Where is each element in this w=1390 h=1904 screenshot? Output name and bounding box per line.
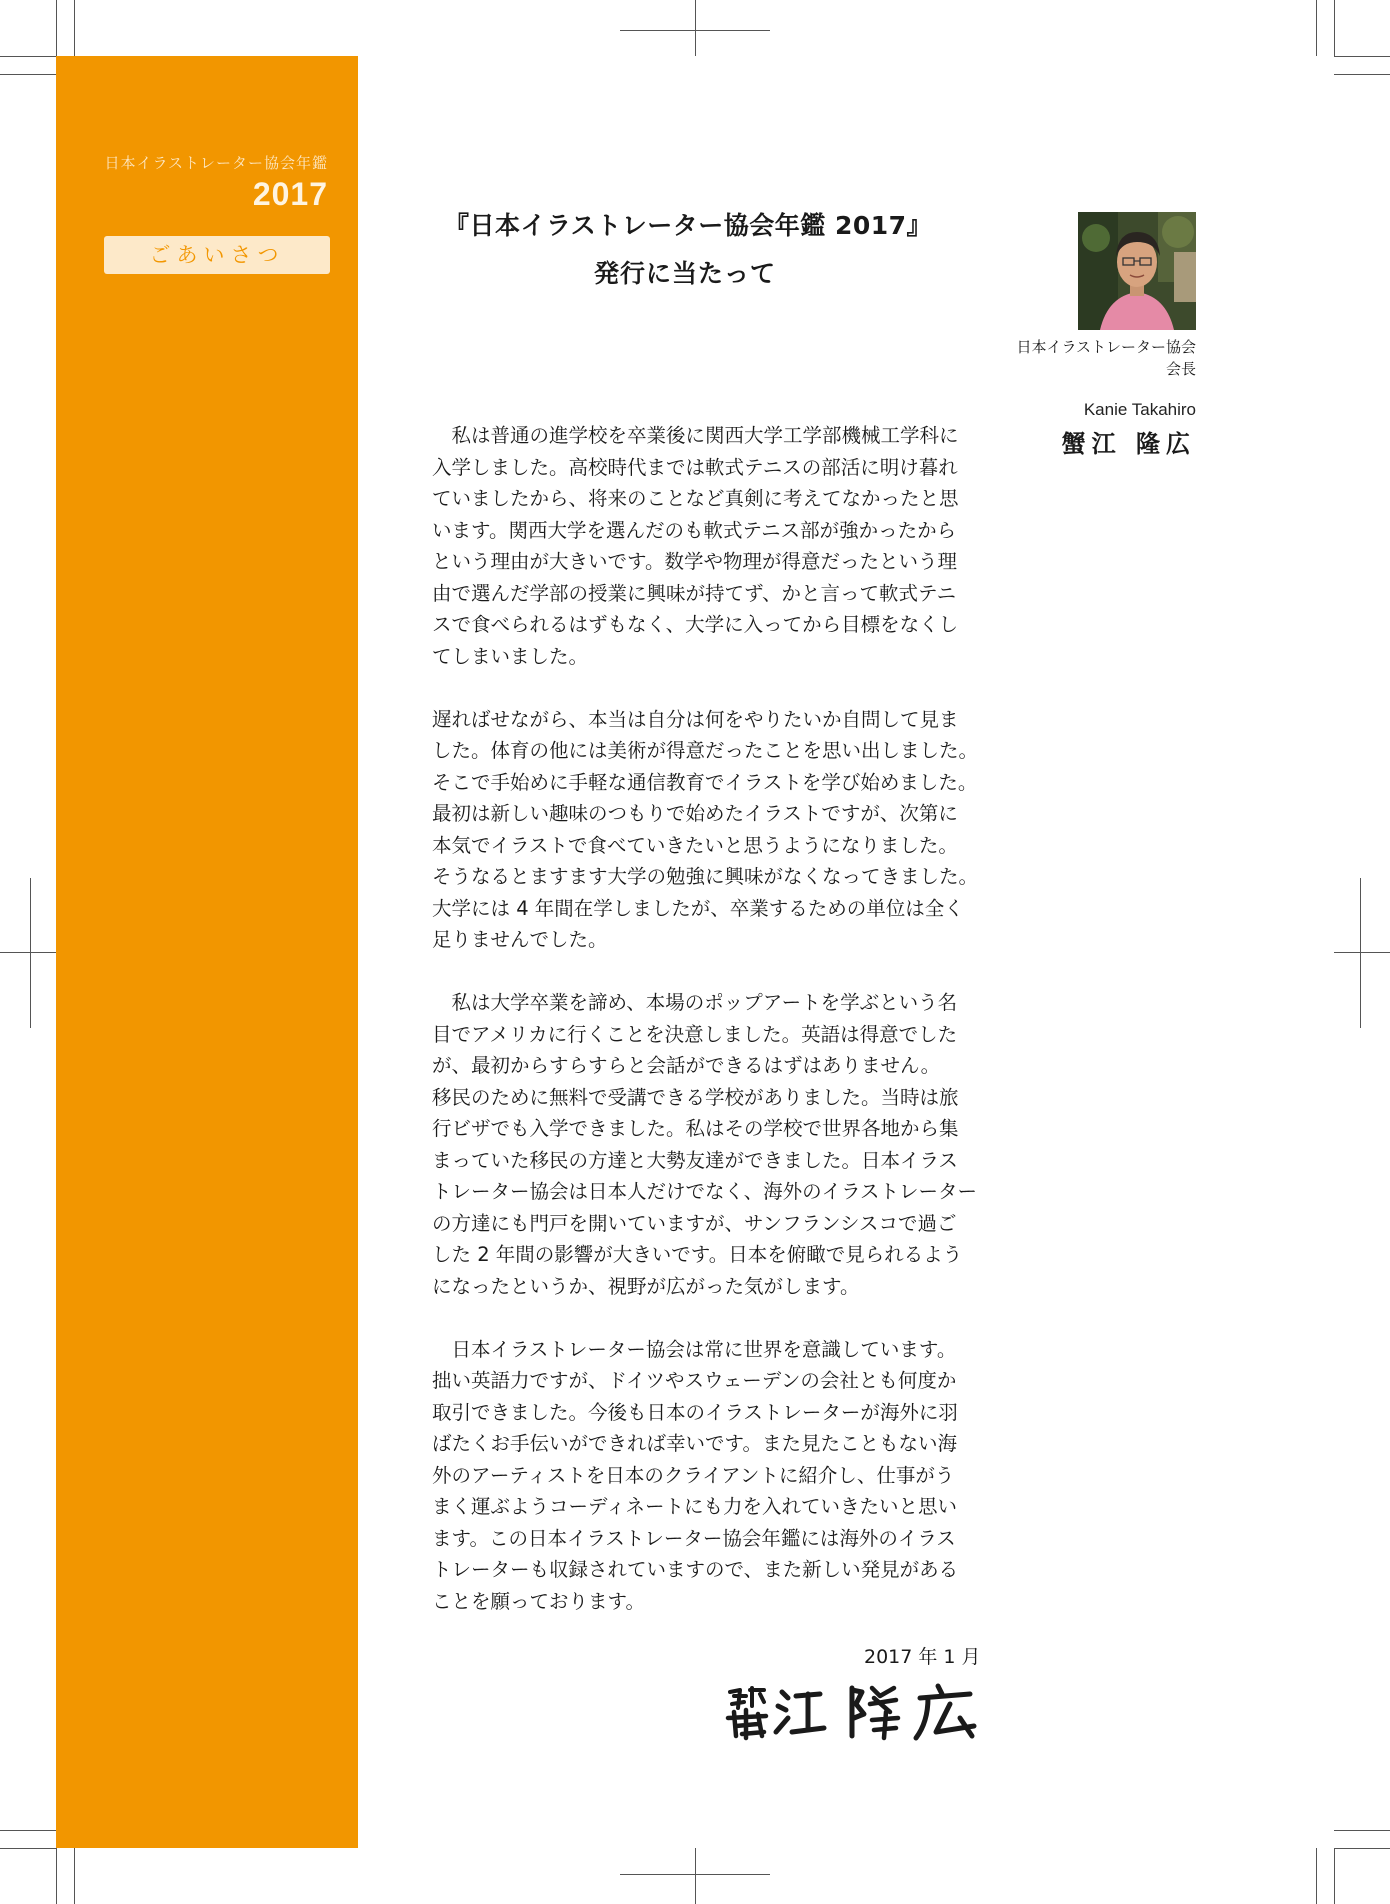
body-line: います。関西大学を選んだのも軟式テニス部が強かったから (432, 518, 957, 542)
body-line: スで食べられるはずもなく、大学に入ってから目標をなくし (432, 613, 959, 636)
body-line: まっていた移民の方達と大勢友達ができました。日本イラス (432, 1148, 958, 1172)
body-line: 最初は新しい趣味のつもりで始めたイラストですが、次第に (432, 802, 958, 825)
section-tab: ごあいさつ (104, 236, 330, 274)
crop-mark (1360, 878, 1361, 1028)
crop-mark (1334, 56, 1390, 57)
body-line: 大学には 4 年間在学しましたが、卒業するための単位は全く (432, 896, 964, 920)
crop-mark (56, 1848, 57, 1904)
author-name-romaji: Kanie Takahiro (1083, 400, 1196, 419)
body-line: トレーターも収録されていますので、また新しい発見がある (432, 1558, 959, 1581)
closing-date: 2017 年 1 月 (864, 1646, 981, 1668)
crop-mark (1334, 74, 1390, 75)
crop-mark (56, 0, 57, 56)
portrait-photo-icon (1078, 212, 1196, 330)
crop-mark (30, 878, 31, 1028)
author-organization: 日本イラストレーター協会 (1016, 338, 1196, 356)
sidebar-year: 2017 (252, 176, 328, 212)
crop-mark (74, 0, 75, 56)
body-line: になったというか、視野が広がった気がします。 (432, 1274, 860, 1298)
crop-mark (1334, 0, 1335, 56)
signature-image (724, 1682, 990, 1742)
body-line: 足りませんでした。 (432, 928, 608, 951)
page-title: 『日本イラストレーター協会年鑑 2017』 (444, 211, 933, 240)
body-line: そこで手始めに手軽な通信教育でイラストを学び始めました。 (432, 770, 978, 794)
crop-mark (1334, 1848, 1335, 1904)
body-line: 目でアメリカに行くことを決意しました。英語は得意でした (432, 1022, 958, 1046)
crop-mark (1334, 1848, 1390, 1849)
body-line: 由で選んだ学部の授業に興味が持てず、かと言って軟式テニ (432, 581, 957, 605)
crop-mark (1316, 0, 1317, 56)
body-line: ばたくお手伝いができれば幸いです。また見たこともない海 (432, 1432, 957, 1455)
author-name: 蟹江 隆広 (1061, 430, 1196, 458)
body-line: ます。この日本イラストレーター協会年鑑には海外のイラス (432, 1526, 956, 1550)
body-line: の方達にも門戸を開いていますが、サンフランシスコで過ご (432, 1211, 957, 1235)
crop-mark (1334, 952, 1390, 953)
crop-mark (0, 56, 56, 57)
crop-mark (695, 1848, 696, 1904)
greeting-body (432, 420, 1022, 1617)
body-line: そうなるとますます大学の勉強に興味がなくなってきました。 (432, 865, 979, 888)
body-line: 取引できました。今後も日本のイラストレーターが海外に羽 (432, 1400, 958, 1424)
crop-mark (0, 74, 56, 75)
body-line: 移民のために無料で受講できる学校がありました。当時は旅 (432, 1085, 959, 1109)
body-line: 入学しました。高校時代までは軟式テニスの部活に明け暮れ (432, 455, 958, 479)
crop-mark (0, 952, 56, 953)
author-title: 会長 (1165, 360, 1196, 378)
body-line: 私は大学卒業を諦め、本場のポップアートを学ぶという名 (432, 991, 958, 1014)
body-line: ことを願っております。 (432, 1589, 645, 1613)
body-line (432, 956, 1022, 988)
body-line: まく運ぶようコーディネートにも力を入れていきたいと思い (432, 1495, 957, 1518)
body-line: 私は普通の進学校を卒業後に関西大学工学部機械工学科に (432, 424, 959, 447)
sidebar (56, 56, 358, 1848)
crop-mark (0, 1848, 56, 1849)
body-line (432, 1302, 1022, 1334)
body-line: 行ビザでも入学できました。私はその学校で世界各地から集 (432, 1117, 959, 1140)
crop-mark (74, 1848, 75, 1904)
crop-mark (0, 1830, 56, 1831)
body-line: 遅ればせながら、本当は自分は何をやりたいか自問して見ま (432, 707, 959, 731)
body-line: した 2 年間の影響が大きいです。日本を俯瞰で見られるよう (432, 1243, 963, 1266)
crop-mark (1334, 1830, 1390, 1831)
sidebar-yearbook-label: 日本イラストレーター協会年鑑 (104, 154, 328, 172)
body-line (432, 672, 1022, 704)
crop-mark (1316, 1848, 1317, 1904)
body-line: 本気でイラストで食べていきたいと思うようになりました。 (432, 833, 958, 857)
body-line: 拙い英語力ですが、ドイツやスウェーデンの会社とも何度か (432, 1369, 957, 1392)
body-line: ていましたから、将来のことなど真剣に考えてなかったと思 (432, 487, 959, 510)
page-subtitle: 発行に当たって (594, 259, 777, 288)
body-line: 日本イラストレーター協会は常に世界を意識しています。 (432, 1337, 957, 1361)
author-role (1016, 336, 1196, 380)
body-line: てしまいました。 (432, 644, 589, 668)
body-line: が、最初からすらすらと会話ができるはずはありません。 (432, 1054, 941, 1077)
body-line: した。体育の他には美術が得意だったことを思い出しました。 (432, 739, 979, 762)
body-line: という理由が大きいです。数学や物理が得意だったという理 (432, 550, 957, 573)
body-line: 外のアーティストを日本のクライアントに紹介し、仕事がう (432, 1463, 955, 1487)
body-line: トレーター協会は日本人だけでなく、海外のイラストレーター (432, 1180, 978, 1203)
crop-mark (695, 0, 696, 56)
